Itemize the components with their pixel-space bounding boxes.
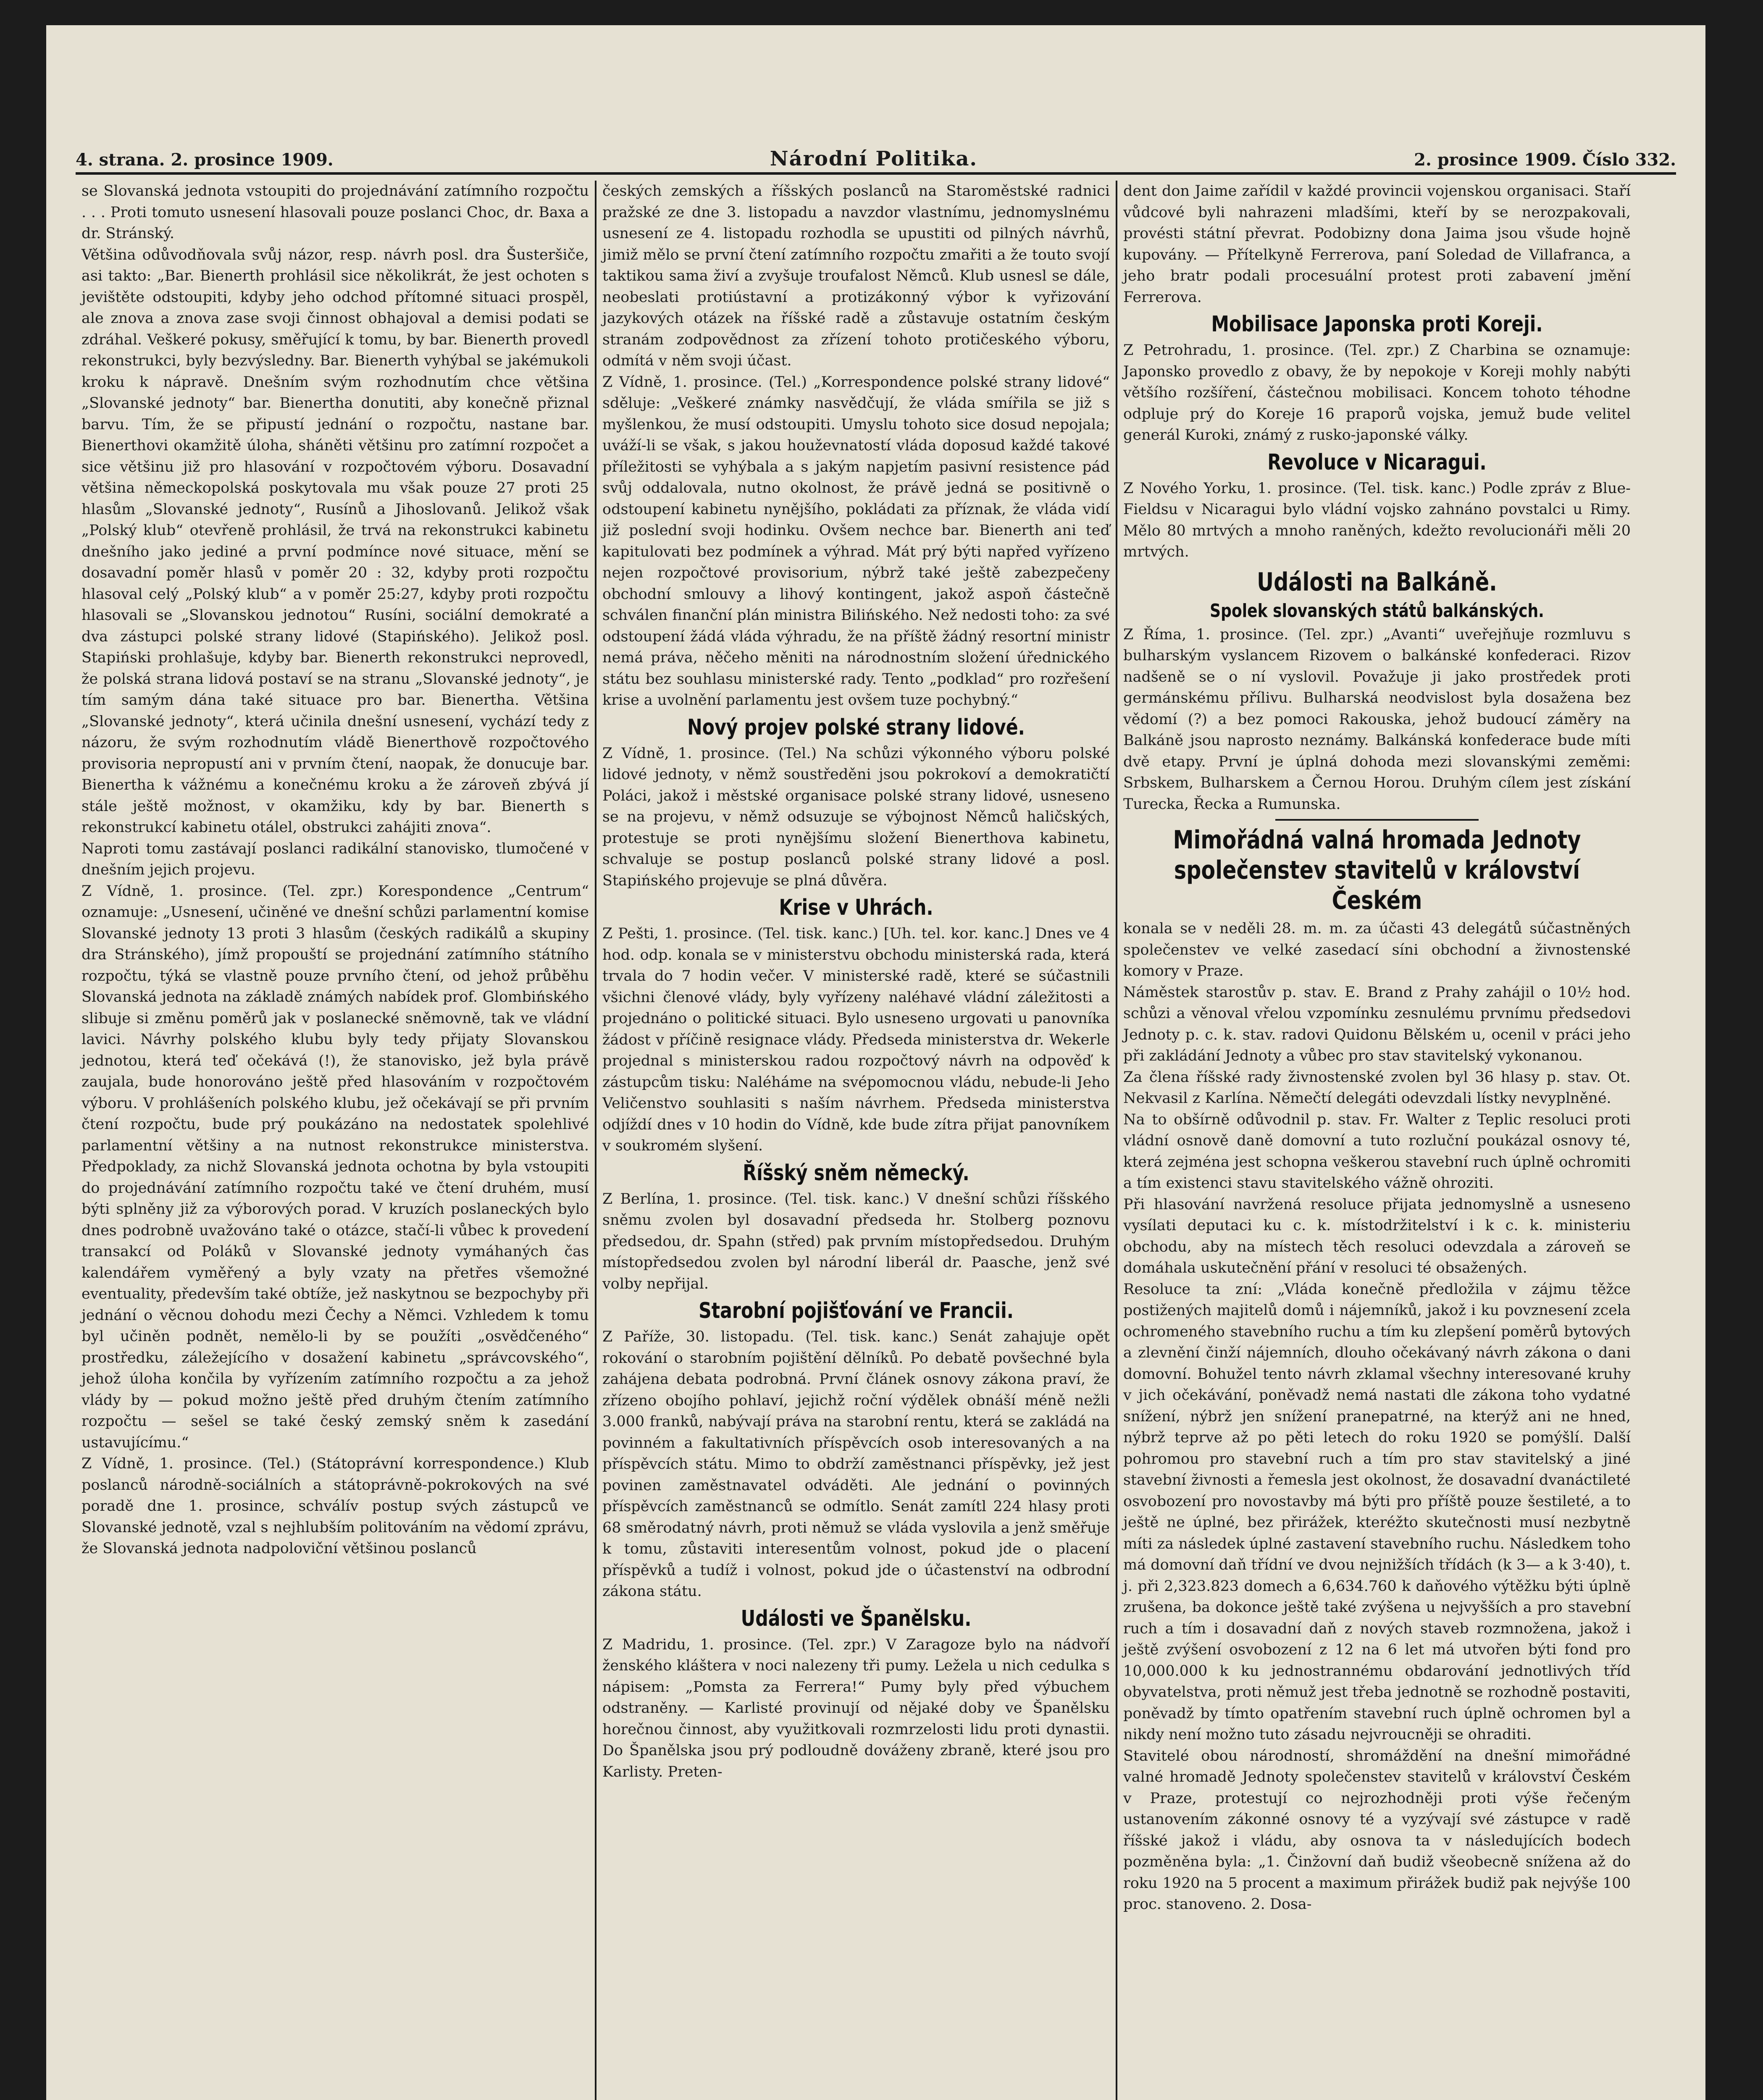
headline: Revoluce v Nicaragui. (1267, 449, 1487, 475)
column-2 (596, 181, 1116, 2100)
paragraph: Z Vídně, 1. prosince. (Tel. zpr.) Korespondence „Centrum“ oznamuje: „Usnesení, učiněné ve dnešní schůzi parlamentní komise Slovanské jednoty 13 proti 3 hlasům (českých radikálů a skupiny dra Stránského), jímž propouští se projednání zatímního státního rozpočtu, týká se vlastně pouze prvního čtení, od jehož průběhu Slovanská jednota na základě známých nabídek prof. Glombińského slibuje si změnu poměrů jak v poslanecké sněmovně, tak ve vládní lavici. Návrhy polského klubu byly tedy přijaty Slovanskou jednotou, která teď očekává (!), že stanovisko, jež byla právě zaujala, bude honorováno ještě před hlasováním v rozpočtovém výboru. V prohlášeních polského klubu, jež očekávají se při prvním čtení rozpočtu, bude prý poukázáno na nedostatek spolehlivé parlamentní většiny a na nutnost rekonstrukce ministerstva. Předpoklady, za nichž Slovanská jednota ochotna by byla vstoupiti do projednávání zatímního rozpočtu také ve čtení druhém, musí býti splněny již za výborových porad. V kruzích poslaneckých bylo dnes podrobně uvažováno také o otázce, stačí-li vůbec k provedení transakcí od Poláků v Slovanské jednoty vymáhaných čas kalendářem vyměřený a byly vzaty na přetřes všemožné eventuality, především také obtíže, jež naskytnou se bezpochyby při jednání o věcnou dohodu mezi Čechy a Němci. Vzhledem k tomu byl učiněn podnět, nemělo-li by se použíti „osvědčeného“ prostředku, záležejícího v dosažení kabinetu „správcovského“, jehož úloha končila by vyřízením zatímního rozpočtu a za jehož vlády by — pokud možno ještě před druhým čtením zatímního rozpočtu — sešel se také český zemský sněm k zasedání ustavujícímu.“ (81, 882, 589, 1451)
headline: Mimořádná valná hromada Jednoty společenstev stavitelů v království Českém (1173, 825, 1581, 915)
column-3 (1117, 181, 1637, 2100)
headline: Nový projev polské strany lidové. (687, 714, 1025, 740)
paragraph: Z Nového Yorku, 1. prosince. (Tel. tisk. kanc.) Podle zpráv z Blue-Fieldsu v Nicaragui bylo vládní vojsko zahnáno povstalci u Rimy. Mělo 80 mrtvých a mnoho raněných, kdežto revolucionáři měli 20 mrtvých. (1123, 480, 1631, 560)
paragraph: českých zemských a říšských poslanců na Staroměstské radnici pražské ze dne 3. listopadu a navzdor vlastnímu, jednomyslnému usnesení ze 4. listopadu rozhodla se upustiti od pilných návrhů, jimiž mělo se první čtení zatímního rozpočtu zmařiti a že touto svojí taktikou sama živí a zvyšuje troufalost Němců. Klub usnesl se dále, neobeslati protiústavní a protizákonný výbor k vyřizování jazykových otázek na říšské radě a zůstavuje ostatním českým stranám zodpovědnost za zřízení tohoto protičeského výboru, odmítá v něm svoji účast. (602, 183, 1110, 369)
paragraph: Z Pešti, 1. prosince. (Tel. tisk. kanc.) [Uh. tel. kor. kanc.] Dnes ve 4 hod. odp. konala se v ministerstvu obchodu ministerská rada, která trvala do 7 hodin večer. V ministerské radě, které se súčastnili všichni členové vlády, byly vyřízeny naléhavé vládní záležitosti a projednáno o politické situaci. Bylo usneseno urgovati u panovníka žádost v příčině resignace vlády. Předseda ministerstva dr. Wekerle projednal s ministerskou radou rozpočtový návrh na odpověď k zástupcům tisku: Naléháme na svépomocnou vládu, nebude-li Jeho Veličenstvo souhlasiti s naším návrhem. Předseda ministerstva odjíždí dnes v 10 hodin do Vídně, kde bude zítra přijat panovníkem v soukromém slyšení. (602, 925, 1110, 1154)
headline: Události ve Španělsku. (741, 1606, 972, 1631)
paragraph: Naproti tomu zastávají poslanci radikální stanovisko, tlumočené v dnešním jejich projevu. (81, 840, 589, 878)
subheadline: Spolek slovanských států balkánských. (1210, 600, 1544, 622)
paragraph: Z Petrohradu, 1. prosince. (Tel. zpr.) Z Charbina se oznamuje: Japonsko provedlo z obavy, že by nepokoje v Koreji mohly nabýti většího rozšíření, částečnou mobilisaci. Koncem tohoto téhodne odpluje prý do Koreje 16 praporů vojska, jemuž bude velitel generál Kuroki, známý z rusko-japonské války. (1123, 342, 1631, 444)
paragraph: se Slovanská jednota vstoupiti do projednávání zatímního rozpočtu . . . Proti tomuto usnesení hlasovali pouze poslanci Choc, dr. Baxa a dr. Stránský. (81, 183, 589, 242)
paragraph: dent don Jaime zařídil v každé provincii vojenskou organisaci. Staří vůdcové byli nahrazeni mladšími, kteří by se nerozpakovali, provésti státní převrat. Podobizny dona Jaima jsou všude hojně kupovány. — Přítelkyně Ferrerova, paní Soledad de Villafranca, a jeho bratr podali procesuální protest proti zabavení jmění Ferrerova. (1123, 183, 1631, 306)
header-right: 2. prosince 1909. Číslo 332. (1414, 150, 1676, 170)
column-1 (76, 181, 595, 2100)
paragraph: Z Berlína, 1. prosince. (Tel. tisk. kanc.) V dnešní schůzi říšského sněmu zvolen byl dosavadní předseda hr. Stolberg poznovu předsedou, dr. Spahn (střed) pak prvním místopředsedou. Druhým místopředsedou zvolen byl národní liberál dr. Paasche, jenž své volby nepřijal. (602, 1190, 1110, 1292)
paragraph: Z Vídně, 1. prosince. (Tel.) Na schůzi výkonného výboru polské lidové jednoty, v němž soustředěni jsou pokrokoví a demokratičtí Poláci, jakož i městské organisace polské strany lidové, usneseno se na projevu, v němž odsuzuje se výbojnost Němců haličských, protestuje se proti nynějšímu složení Bienerthova kabinetu, schvaluje se postup poslanců polské strany lidové a posl. Stapińského projevuje se plná důvěra. (602, 745, 1110, 889)
headline: Krise v Uhrách. (779, 895, 933, 920)
headline: Říšský sněm německý. (743, 1160, 970, 1186)
paragraph: Z Vídně, 1. prosince. (Tel.) (Státoprávní korrespondence.) Klub poslanců národně-sociálních a státoprávně-pokrokových na své poradě dne 1. prosince, schválív postup svých zástupců ve Slovanské jednotě, vzal s nejhlubším politováním na vědomí zprávu, že Slovanská jednota nadpoloviční většinou poslanců (81, 1455, 589, 1557)
masthead: Národní Politika. (770, 147, 978, 171)
header-left: 4. strana. 2. prosince 1909. (76, 150, 334, 170)
paragraph: Z Paříže, 30. listopadu. (Tel. tisk. kanc.) Senát zahajuje opět rokování o starobním pojištění dělníků. Po debatě povšechné byla zahájena debata podrobná. První článek osnovy zákona praví, že zřízeno obojího pohlaví, jejichž roční výdělek obnáší méně nežli 3.000 franků, nabývají práva na starobní rentu, která se zakládá na povinném a fakultativních příspěvcích osob interesovaných a na příspěvcích státu. Mimo to obdrží zaměstnanci příspěvky, jež jest povinen zaměstnavatel odváděti. Ale jednání o povinných příspěvcích zaměstnanců se odmítlo. Senát zamítl 224 hlasy proti 68 směrodatný návrh, proti němuž se vláda vyslovila a jenž směřuje k tomu, zůstaviti interesentům volnost, pokud jde o placení příspěvků a tudíž i volnost, pokud jde o účastenství na odbrodní zákona státu. (602, 1328, 1110, 1600)
paragraph: Z Vídně, 1. prosince. (Tel.) „Korrespondence polské strany lidové“ sděluje: „Veškeré známky nasvědčují, že vláda smířila se již s myšlenkou, že musí odstoupiti. Umyslu tohoto sice dosud nepojala; uváží-li se však, s jakou houževnatostí vláda doposud každé takové příležitosti se vyhýbala a s jakým napjetím pasivní resistence pád svůj oddalovala, nutno okolnost, že právě jedná se positivně o odstoupení kabinetu nynějšího, pokládati za příznak, že vláda vidí již poslední svoji hodinku. Ovšem nechce bar. Bienerth ani teď kapitulovati bez podmínek a výhrad. Mát prý býti napřed vyřízeno nejen rozpočtové provisorium, nýbrž také ještě zabezpečeny obchodní smlouvy a lihový kontingent, jakož aspoň částečně schválen finanční plán ministra Bilińského. Než nedosti toho: za své odstoupení žádá vláda výhradu, že na příště žádný resortní ministr nemá práva, něčeho měniti na národnostním složení úřednického státu bez souhlasu ministerské rady. Tento „podklad“ pro rozřešení krise a uvolnění parlamentu jest ovšem tuze pochybný.“ (602, 373, 1110, 709)
headline: Mobilisace Japonska proti Koreji. (1211, 312, 1543, 337)
paragraph: Většina odůvodňovala svůj názor, resp. návrh posl. dra Šusteršiče, asi takto: „Bar. Bienerth prohlásil sice několikrát, že jest ochoten s jevištěte odstoupiti, kdyby jeho odchod přítomné situaci prospěl, ale znova a znova zase svoji činnost obhajoval a demisi podati se zdráhal. Veškeré pokusy, směřující k tomu, by bar. Bienerth provedl rekonstrukci, byly bezvýsledny. Bar. Bienerth vyhýbal se jakémukoli kroku k nápravě. Dnešním svým rozhodnutím chce většina „Slovanské jednoty“ bar. Bienertha donutiti, aby konečně přiznal barvu. Tím, že se připustí jednání o rozpočtu, nastane bar. Bienerthovi okamžitě úloha, sháněti většinu pro zatímní rozpočet a sice většinu již pro hlasování v rozpočtovém výboru. Dosavadní většina německopolská poskytovala mu však pouze 27 proti 25 hlasům „Slovanské jednoty“, Rusínů a Jihoslovanů. Jelikož však „Polský klub“ otevřeně prohlásil, že trvá na rekonstrukci kabinetu dnešního jako jediné a první podmínce nové situace, mění se dosavadní poměr hlasů v poměr 20 : 32, kdyby proti rozpočtu hlasoval celý „Polský klub“ a v poměr 25:27, kdyby proti rozpočtu hlasovali se „Slovanskou jednotou“ Rusíni, sociální demokraté a dva zástupci polské strany lidové (Stapińského). Jelikož posl. Stapiński prohlašuje, kdyby bar. Bienerth rekonstrukci neprovedl, že polská strana lidová postaví se na stranu „Slovanské jednoty“, je tím samým dána také situace pro bar. Bienertha. Většina „Slovanské jednoty“, která učinila dnešní usnesení, vychází tedy z názoru, že svým rozhodnutím vládě Bienerthově rozpočtového provisoria nepropustí ani v prvním čtení, naopak, že donucuje bar. Bienertha k vážnému a konečnému kroku a že zároveň zbývá jí stále ještě možnost, v okamžiku, kdy by bar. Bienerth s rekonstrukcí kabinetu otálel, obstrukci zahájiti znova“. (81, 246, 589, 836)
paragraph: Z Madridu, 1. prosince. (Tel. zpr.) V Zaragoze bylo na nádvoří ženského kláštera v noci nalezeny tři pumy. Ležela u nich cedulka s nápisem: „Pomsta za Ferrera!“ Pumy byly před výbuchem odstraněny. — Karlisté provinují od nějaké doby ve Španělsku horečnou činnost, aby využitkovali rozmrzelosti lidu proti dynastii. Do Španělska jsou prý podloudně dováženy zbraně, které jsou pro Karlisty. Preten- (602, 1636, 1110, 1780)
paragraph: konala se v neděli 28. m. m. za účasti 43 delegátů súčastněných společenstev ve velké zasedací síni obchodní a živnostenské komory v Praze. (1123, 920, 1631, 979)
paragraph: Při hlasování navržená resoluce přijata jednomyslně a usneseno vysílati deputaci ku c. k. místodržitelství i k c. k. ministeriu obchodu, aby na místech těch resoluci odevzdala a zároveň se domáhala uskutečnění přání v resoluci té obsažených. (1123, 1196, 1631, 1276)
paragraph: Stavitelé obou národností, shromáždění na dnešní mimořádné valné hromadě Jednoty společenstev stavitelů v království Českém v Praze, protestují co nejrozhodněji proti výše řečeným ustanovením zákonné osnovy té a vyzývají své zástupce v radě říšské jakož i vládu, aby osnova ta v následujících bodech pozměněna byla: „1. Činžovní daň budiž všeobecně snížena až do roku 1920 na 5 procent a maximum přirážek budiž pak nejvýše 100 proc. stanoveno. 2. Dosa- (1123, 1747, 1631, 1913)
headline: Starobní pojišťování ve Francii. (699, 1298, 1014, 1323)
paragraph: Náměstek starostův p. stav. E. Brand z Prahy zahájil o 10½ hod. schůzi a věnoval vřelou vzpomínku zesnulému prvnímu předsedovi Jednoty p. c. k. stav. radovi Quidonu Bělském u, ocenil v práci jeho při zakládání Jednoty a vůbec pro stav stavitelský vykonanou. (1123, 984, 1631, 1064)
paragraph: Za člena říšské rady živnostenské zvolen byl 36 hlasy p. stav. Ot. Nekvasil z Karlína. Němečtí delegáti odevzdali lístky nevyplněné. (1123, 1068, 1631, 1107)
newspaper-page (46, 25, 1705, 2100)
paragraph: Resoluce ta zní: „Vláda konečně předložila v zájmu těžce postižených majitelů domů i nájemníků, jakož i ku povznesení zcela ochromeného stavebního ruchu a tím ku zlepšení poměrů bytových a zlevnění činží nájemních, dlouho očekávaný návrh zákona o dani domovní. Bohužel tento návrh zklamal všechny interesované kruhy v jich očekávání, poněvadž nemá nastati dle zákona toho vydatné snížení, nýbrž jen snížení pranepatrné, na kterýž ani ne hned, nýbrž teprve až po pěti letech do roku 1920 se pomýšlí. Další pohromou pro stavební ruch a tím pro stav stavitelský a jiné stavební živnosti a řemesla jest okolnost, že dosavadní dvanáctileté osvobození pro novostavby má býti pro příště pouze šestileté, a to ještě ne úplné, bez přirážek, kteréžto skutečnosti musí nezbytně míti za následek úplné zastavení stavebního ruchu. Následkem toho má domovní daň třídní ve dvou nejnižších třídách (k 3— a k 3·40), t. j. při 2,323.823 domech a 6,634.760 k daňového výtěžku býti úplně zrušena, ba dokonce ještě také zvýšena u nejvyšších a pro stavební ruch a tím i dosavadní daň z nových staveb rozmnožena, jakož i ještě zvýšení osvobození z 12 na 6 let má utvořen býti fond pro 10,000.000 k ku jednostrannému obdarování jednotlivých tříd obyvatelstva, proti němuž jest třeba jednotně se rozhodně postaviti, poněvadž by tímto opatřením stavební ruch úplně ochromen byl a nikdy není možno tuto zásadu nejvroucněji se ohraditi. (1123, 1281, 1631, 1743)
section-divider (1275, 819, 1478, 821)
paragraph: Z Říma, 1. prosince. (Tel. zpr.) „Avanti“ uveřejňuje rozmluvu s bulharským vyslancem Rizovem o balkánské konfederaci. Rizov nadšeně se o ní vyslovil. Považuje ji jako prostředek proti germánskému přílivu. Bulharská neodvislost byla dosažena bez vědomí (?) a bez pomoci Rakouska, jehož budoucí záměry na Balkáně jsou naprosto neznámy. Balkánská konfederace bude míti dvě etapy. První je úplná dohoda mezi slovanskými zeměmi: Srbskem, Bulharskem a Černou Horou. Druhým cílem jest získání Turecka, Řecka a Rumunska. (1123, 626, 1631, 813)
headline: Události na Balkáně. (1257, 567, 1497, 597)
paragraph: Na to obšírně odůvodnil p. stav. Fr. Walter z Teplic resoluci proti vládní osnově daně domovní a tuto rozluční poukázal osnovy té, která zejména jest schopna veškerou stavební ruch úplně ochromiti a tím existenci stavu stavitelského vážně ohroziti. (1123, 1111, 1631, 1192)
page-header (76, 147, 1676, 175)
